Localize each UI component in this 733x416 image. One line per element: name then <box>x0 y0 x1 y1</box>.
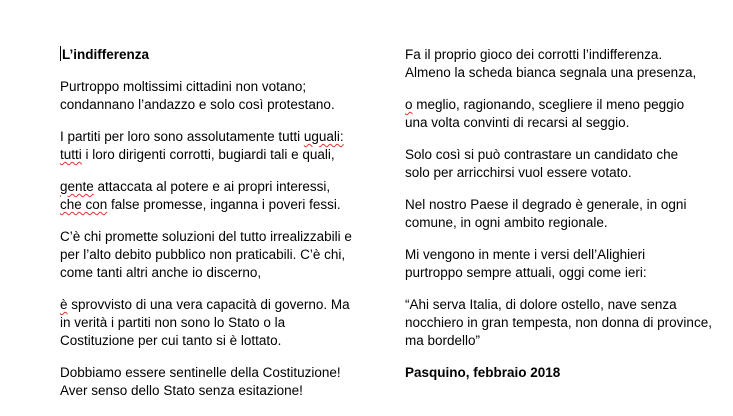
paragraph <box>405 96 715 132</box>
text-line: Costituzione per cui tanto si è lottato. <box>60 333 282 348</box>
text-line: tutti i loro dirigenti corrotti, bugiardi tali e quali, <box>60 147 335 162</box>
paragraph <box>405 296 715 350</box>
title-text: L’indifferenza <box>62 47 150 62</box>
document-title <box>60 46 370 64</box>
text-line: purtroppo sempre attuali, oggi come ieri: <box>405 265 647 280</box>
paragraph <box>60 128 370 164</box>
text-line: “Ahi serva Italia, di dolore ostello, nave senza <box>405 297 677 312</box>
text-line: una volta convinti di recarsi al seggio. <box>405 115 630 130</box>
spellcheck-underline: è <box>60 297 68 312</box>
text-line: Aver senso dello Stato senza esitazione! <box>60 383 303 398</box>
text-line: condannano l’andazzo e solo così protestano. <box>60 97 335 112</box>
text-line: o meglio, ragionando, scegliere il meno peggio <box>405 97 685 112</box>
text-line: Almeno la scheda bianca segnala una presenza, <box>405 65 697 80</box>
left-body <box>60 78 370 400</box>
paragraph <box>60 228 370 282</box>
paragraph <box>405 196 715 232</box>
right-column <box>405 46 715 382</box>
text-line: come tanti altri anche io discerno, <box>60 265 262 280</box>
text-line: gente attaccata al potere e ai propri interessi, <box>60 179 331 194</box>
paragraph <box>405 146 715 182</box>
text-line: ma bordello” <box>405 333 481 348</box>
text-line: nocchiero in gran tempesta, non donna di province, <box>405 315 712 330</box>
text-line: C’è chi promette soluzioni del tutto irrealizzabili e <box>60 229 352 244</box>
text-line: comune, in ogni ambito regionale. <box>405 215 608 230</box>
text-line: che con false promesse, inganna i poveri fessi. <box>60 197 341 212</box>
paragraph <box>405 46 715 82</box>
text-line: Purtroppo moltissimi cittadini non votano; <box>60 79 307 94</box>
text-line: I partiti per loro sono assolutamente tutti uguali: <box>60 129 344 144</box>
right-body <box>405 46 715 350</box>
text-line: Solo così si può contrastare un candidato che <box>405 147 679 162</box>
text-line: Nel nostro Paese il degrado è generale, in ogni <box>405 197 687 212</box>
text-line: è sprovvisto di una vera capacità di governo. Ma <box>60 297 350 312</box>
spellcheck-underline: che con <box>60 197 108 212</box>
paragraph <box>60 296 370 350</box>
text-line: Mi vengono in mente i versi dell’Alighieri <box>405 247 646 262</box>
text-line: Dobbiamo essere sentinelle della Costituzione! <box>60 365 341 380</box>
spellcheck-underline: gente <box>60 179 94 194</box>
spellcheck-underline: uguali: <box>303 129 344 144</box>
left-column <box>60 46 370 414</box>
paragraph <box>60 364 370 400</box>
signature: Pasquino, febbraio 2018 <box>405 365 561 380</box>
paragraph <box>60 178 370 214</box>
paragraph <box>405 246 715 282</box>
text-line: Fa il proprio gioco dei corrotti l’indifferenza. <box>405 47 663 62</box>
text-line: in verità i partiti non sono lo Stato o la <box>60 315 286 330</box>
spellcheck-underline: o <box>405 97 413 112</box>
spellcheck-underline: tutti <box>60 147 82 162</box>
text-line: solo per arricchirsi vuol essere votato. <box>405 165 632 180</box>
text-line: per l’alto debito pubblico non praticabili. C’è chi, <box>60 247 346 262</box>
text-cursor <box>60 46 61 61</box>
paragraph <box>60 78 370 114</box>
